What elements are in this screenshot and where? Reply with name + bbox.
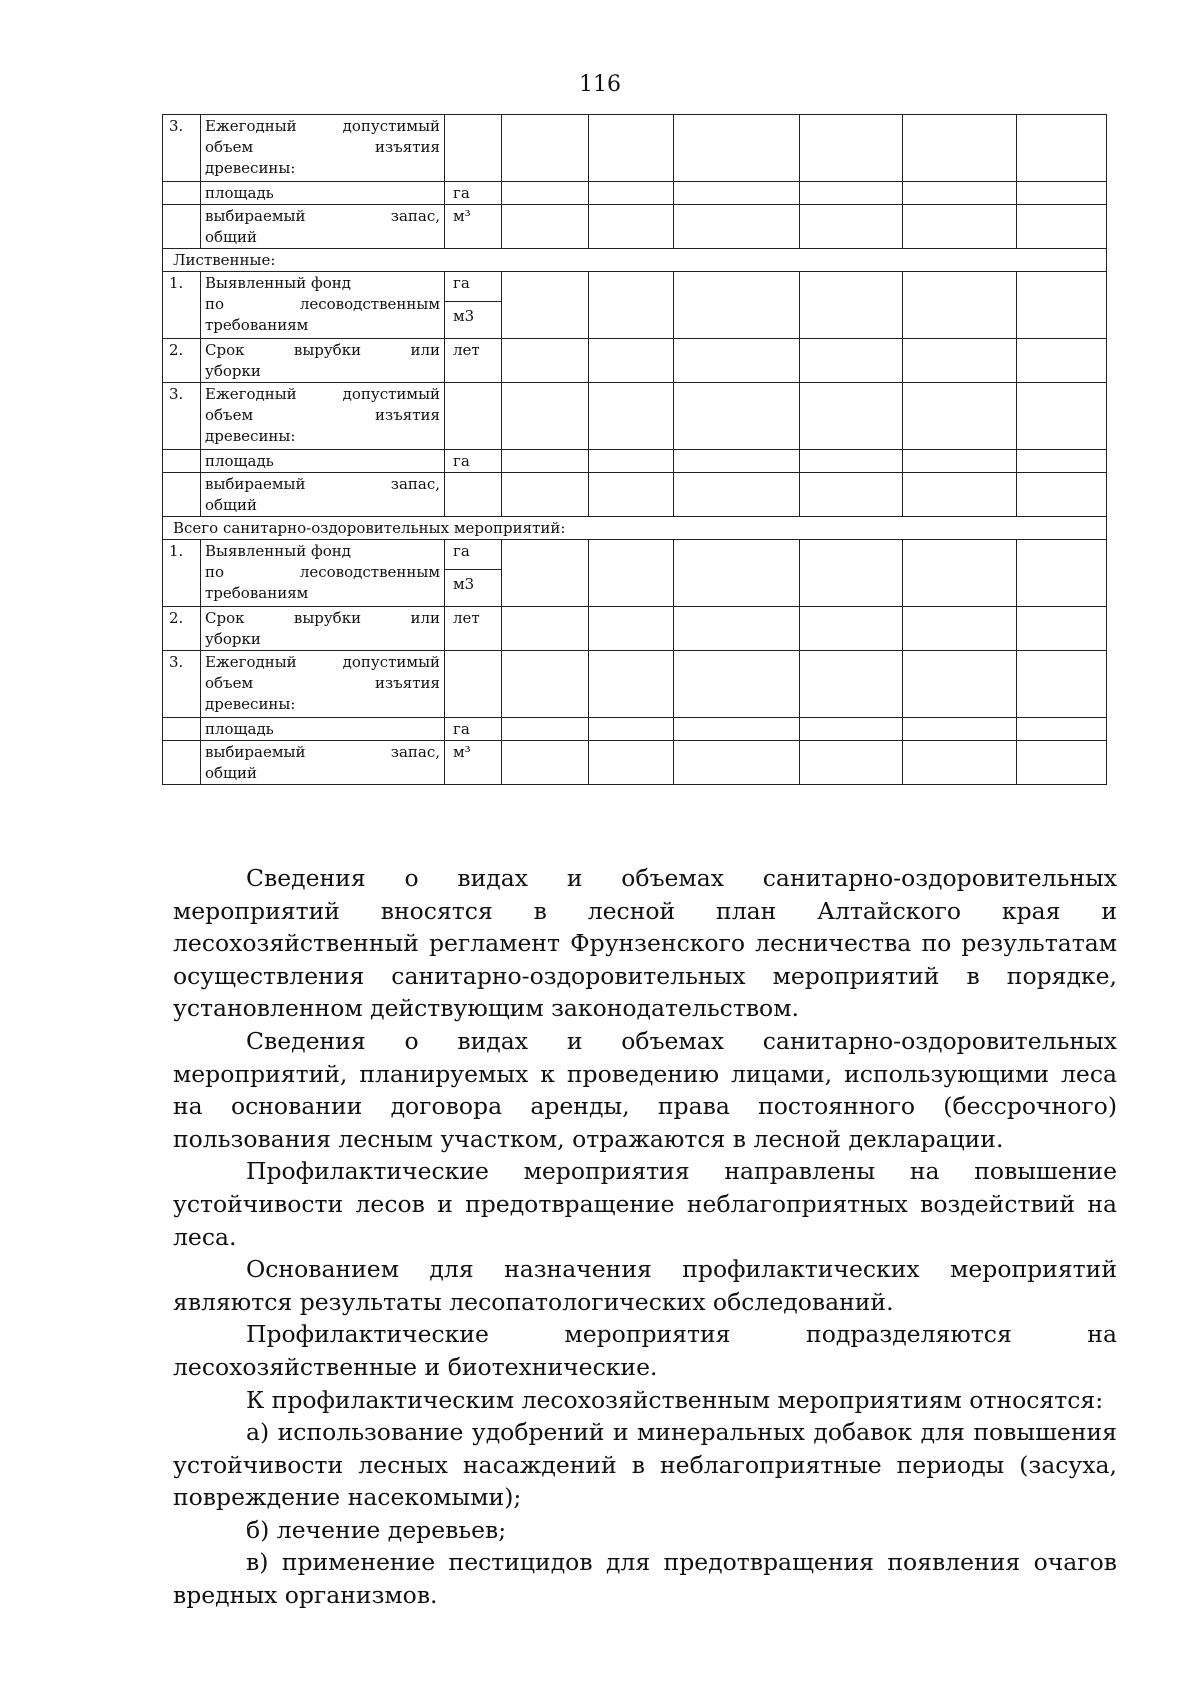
parameter-line	[205, 562, 440, 583]
parameter-line	[205, 294, 440, 315]
parameter-name	[201, 205, 445, 249]
value-cell	[903, 383, 1017, 450]
parameter-word: Ежегодный	[205, 653, 297, 671]
row-number	[163, 741, 201, 785]
table-row	[163, 741, 1107, 785]
value-cell	[589, 473, 674, 517]
table-section-row	[163, 517, 1107, 540]
value-cell	[1017, 383, 1107, 450]
value-cell	[674, 741, 800, 785]
value-cell	[800, 741, 903, 785]
parameter-line	[205, 405, 440, 426]
table-row	[163, 718, 1107, 741]
section-label: Всего санитарно-оздоровительных мероприятий:	[163, 517, 1107, 540]
parameter-word: объем	[205, 674, 254, 692]
unit-cell	[445, 383, 502, 450]
parameter-word: Ежегодный	[205, 117, 297, 135]
parameter-word: вырубки	[293, 341, 362, 359]
parameter-name	[201, 607, 445, 651]
value-cell	[903, 182, 1017, 205]
unit-stack	[453, 273, 497, 327]
unit-top: га	[453, 274, 470, 292]
value-cell	[800, 540, 903, 607]
row-number: 3.	[163, 115, 201, 182]
value-cell	[674, 339, 800, 383]
parameter-word: запас,	[390, 743, 440, 761]
value-cell	[800, 205, 903, 249]
paragraph: Сведения о видах и объемах санитарно-оздоровительных мероприятий, планируемых к проведению лицами, использующими леса на основании договора аренды, права постоянного (бессрочного) пользования лесным участком, отражаются в лесной декларации.	[173, 1026, 1117, 1153]
paragraph: а) использование удобрений и минеральных добавок для повышения устойчивости лесных насаждений в неблагоприятные периоды (засуха, повреждение насекомыми);	[173, 1418, 1117, 1512]
parameter-word: или	[410, 341, 440, 359]
value-cell	[1017, 115, 1107, 182]
value-cell	[800, 651, 903, 718]
value-cell	[800, 607, 903, 651]
value-cell	[1017, 182, 1107, 205]
parameter-line	[205, 384, 440, 405]
parameter-word: изъятия	[375, 674, 440, 692]
parameter-line: древесины:	[205, 695, 296, 713]
table-row	[163, 383, 1107, 450]
unit-cell: лет	[445, 339, 502, 383]
row-number	[163, 205, 201, 249]
parameter-line	[205, 742, 440, 763]
value-cell	[800, 272, 903, 339]
value-cell	[903, 272, 1017, 339]
parameter-line: Выявленный фонд	[205, 542, 351, 560]
value-cell	[1017, 651, 1107, 718]
unit-bottom: м3	[445, 301, 501, 327]
parameter-word: по	[205, 295, 225, 313]
row-number	[163, 473, 201, 517]
value-cell	[502, 718, 589, 741]
paragraph: Основанием для назначения профилактических мероприятий являются результаты лесопатологических обследований.	[173, 1255, 1117, 1316]
parameter-line: площадь	[205, 720, 274, 738]
parameter-word: запас,	[390, 207, 440, 225]
row-number: 2.	[163, 339, 201, 383]
parameter-name	[201, 339, 445, 383]
value-cell	[589, 607, 674, 651]
value-cell	[800, 383, 903, 450]
value-cell	[674, 718, 800, 741]
paragraph: К профилактическим лесохозяйственным мероприятиям относятся:	[246, 1385, 1104, 1414]
row-number	[163, 182, 201, 205]
value-cell	[589, 182, 674, 205]
value-cell	[800, 473, 903, 517]
value-cell	[903, 540, 1017, 607]
value-cell	[1017, 540, 1107, 607]
parameter-word: Срок	[205, 609, 245, 627]
value-cell	[1017, 339, 1107, 383]
value-cell	[1017, 272, 1107, 339]
unit-top: га	[453, 542, 470, 560]
value-cell	[1017, 741, 1107, 785]
value-cell	[1017, 473, 1107, 517]
parameter-word: допустимый	[342, 653, 440, 671]
parameter-word: допустимый	[342, 117, 440, 135]
unit-cell: м³	[445, 741, 502, 785]
table-row	[163, 540, 1107, 607]
parameter-word: запас,	[390, 475, 440, 493]
table-row	[163, 115, 1107, 182]
parameter-line	[205, 340, 440, 361]
parameter-word: Срок	[205, 341, 245, 359]
row-number: 3.	[163, 651, 201, 718]
parameter-name	[201, 718, 445, 741]
row-number: 2.	[163, 607, 201, 651]
value-cell	[589, 205, 674, 249]
parameter-word: Ежегодный	[205, 385, 297, 403]
parameter-word: лесоводственным	[299, 295, 440, 313]
table-row	[163, 205, 1107, 249]
value-cell	[589, 450, 674, 473]
value-cell	[589, 741, 674, 785]
value-cell	[1017, 718, 1107, 741]
value-cell	[674, 383, 800, 450]
parameter-word: объем	[205, 406, 254, 424]
parameter-line	[205, 137, 440, 158]
row-number: 1.	[163, 272, 201, 339]
unit-stack	[453, 541, 497, 595]
value-cell	[502, 607, 589, 651]
value-cell	[502, 272, 589, 339]
parameter-name	[201, 540, 445, 607]
unit-cell: лет	[445, 607, 502, 651]
value-cell	[903, 718, 1017, 741]
table-section-row	[163, 249, 1107, 272]
value-cell	[502, 182, 589, 205]
value-cell	[903, 651, 1017, 718]
parameter-line	[205, 652, 440, 673]
parameter-line: общий	[205, 496, 258, 514]
row-number: 3.	[163, 383, 201, 450]
paragraph: в) применение пестицидов для предотвращения появления очагов вредных организмов.	[173, 1548, 1117, 1610]
parameter-line	[205, 474, 440, 495]
value-cell	[502, 115, 589, 182]
parameter-name	[201, 383, 445, 450]
sanitary-measures-table	[162, 114, 1107, 785]
value-cell	[903, 115, 1017, 182]
parameter-name	[201, 182, 445, 205]
value-cell	[1017, 450, 1107, 473]
value-cell	[589, 651, 674, 718]
value-cell	[674, 473, 800, 517]
value-cell	[674, 540, 800, 607]
body-text	[173, 862, 1117, 1612]
parameter-word: изъятия	[375, 138, 440, 156]
unit-bottom: м3	[445, 569, 501, 595]
parameter-line: уборки	[205, 362, 261, 380]
paragraph: Профилактические мероприятия направлены на повышение устойчивости лесов и предотвращение неблагоприятных воздействий на леса.	[173, 1157, 1117, 1251]
row-number	[163, 450, 201, 473]
parameter-word: выбираемый	[205, 207, 306, 225]
value-cell	[800, 339, 903, 383]
parameter-name	[201, 651, 445, 718]
value-cell	[674, 272, 800, 339]
parameter-name	[201, 450, 445, 473]
value-cell	[800, 450, 903, 473]
value-cell	[800, 115, 903, 182]
value-cell	[502, 651, 589, 718]
value-cell	[1017, 205, 1107, 249]
row-number: 1.	[163, 540, 201, 607]
value-cell	[589, 272, 674, 339]
value-cell	[800, 718, 903, 741]
table-row	[163, 607, 1107, 651]
value-cell	[903, 339, 1017, 383]
value-cell	[674, 182, 800, 205]
parameter-line: площадь	[205, 184, 274, 202]
parameter-name	[201, 272, 445, 339]
parameter-word: допустимый	[342, 385, 440, 403]
parameter-line	[205, 673, 440, 694]
value-cell	[589, 718, 674, 741]
parameter-word: или	[410, 609, 440, 627]
page-number: 116	[579, 72, 621, 97]
value-cell	[903, 607, 1017, 651]
parameter-line: площадь	[205, 452, 274, 470]
paragraph: Профилактические мероприятия подразделяются на лесохозяйственные и биотехнические.	[173, 1320, 1117, 1381]
parameter-name	[201, 473, 445, 517]
value-cell	[800, 182, 903, 205]
table-row	[163, 651, 1107, 718]
parameter-word: объем	[205, 138, 254, 156]
parameter-line: общий	[205, 764, 258, 782]
parameter-line: уборки	[205, 630, 261, 648]
value-cell	[589, 115, 674, 182]
value-cell	[674, 450, 800, 473]
value-cell	[502, 540, 589, 607]
value-cell	[589, 540, 674, 607]
value-cell	[903, 741, 1017, 785]
value-cell	[589, 339, 674, 383]
parameter-line: требованиям	[205, 316, 309, 334]
value-cell	[502, 450, 589, 473]
parameter-word: выбираемый	[205, 475, 306, 493]
row-number	[163, 718, 201, 741]
value-cell	[903, 473, 1017, 517]
value-cell	[502, 741, 589, 785]
parameter-name	[201, 741, 445, 785]
unit-cell	[445, 473, 502, 517]
unit-cell	[445, 651, 502, 718]
parameter-line	[205, 116, 440, 137]
value-cell	[674, 607, 800, 651]
parameter-name	[201, 115, 445, 182]
parameter-word: выбираемый	[205, 743, 306, 761]
unit-cell: га	[445, 182, 502, 205]
parameter-word: вырубки	[293, 609, 362, 627]
value-cell	[1017, 607, 1107, 651]
parameter-line: требованиям	[205, 584, 309, 602]
table-row	[163, 450, 1107, 473]
paragraph: б) лечение деревьев;	[246, 1515, 507, 1544]
unit-cell	[445, 540, 502, 607]
parameter-line	[205, 206, 440, 227]
value-cell	[502, 383, 589, 450]
table-row	[163, 473, 1107, 517]
value-cell	[903, 205, 1017, 249]
section-label: Лиственные:	[163, 249, 1107, 272]
unit-cell: га	[445, 718, 502, 741]
paragraph: Сведения о видах и объемах санитарно-оздоровительных мероприятий вносятся в лесной план Алтайского края и лесохозяйственный регламент Фрунзенского лесничества по результатам осуществления санитарно-оздоровительных мероприятий в порядке, установленном действующим законодательством.	[173, 864, 1117, 1023]
value-cell	[502, 205, 589, 249]
parameter-word: по	[205, 563, 225, 581]
parameter-line: древесины:	[205, 159, 296, 177]
table-row	[163, 272, 1107, 339]
value-cell	[589, 383, 674, 450]
parameter-word: лесоводственным	[299, 563, 440, 581]
value-cell	[674, 115, 800, 182]
parameter-line	[205, 608, 440, 629]
unit-cell	[445, 115, 502, 182]
table-row	[163, 339, 1107, 383]
parameter-line: древесины:	[205, 427, 296, 445]
value-cell	[674, 205, 800, 249]
parameter-line: общий	[205, 228, 258, 246]
unit-cell: га	[445, 450, 502, 473]
value-cell	[502, 473, 589, 517]
value-cell	[502, 339, 589, 383]
value-cell	[674, 651, 800, 718]
unit-cell: м³	[445, 205, 502, 249]
table-row	[163, 182, 1107, 205]
parameter-line: Выявленный фонд	[205, 274, 351, 292]
value-cell	[903, 450, 1017, 473]
parameter-word: изъятия	[375, 406, 440, 424]
unit-cell	[445, 272, 502, 339]
